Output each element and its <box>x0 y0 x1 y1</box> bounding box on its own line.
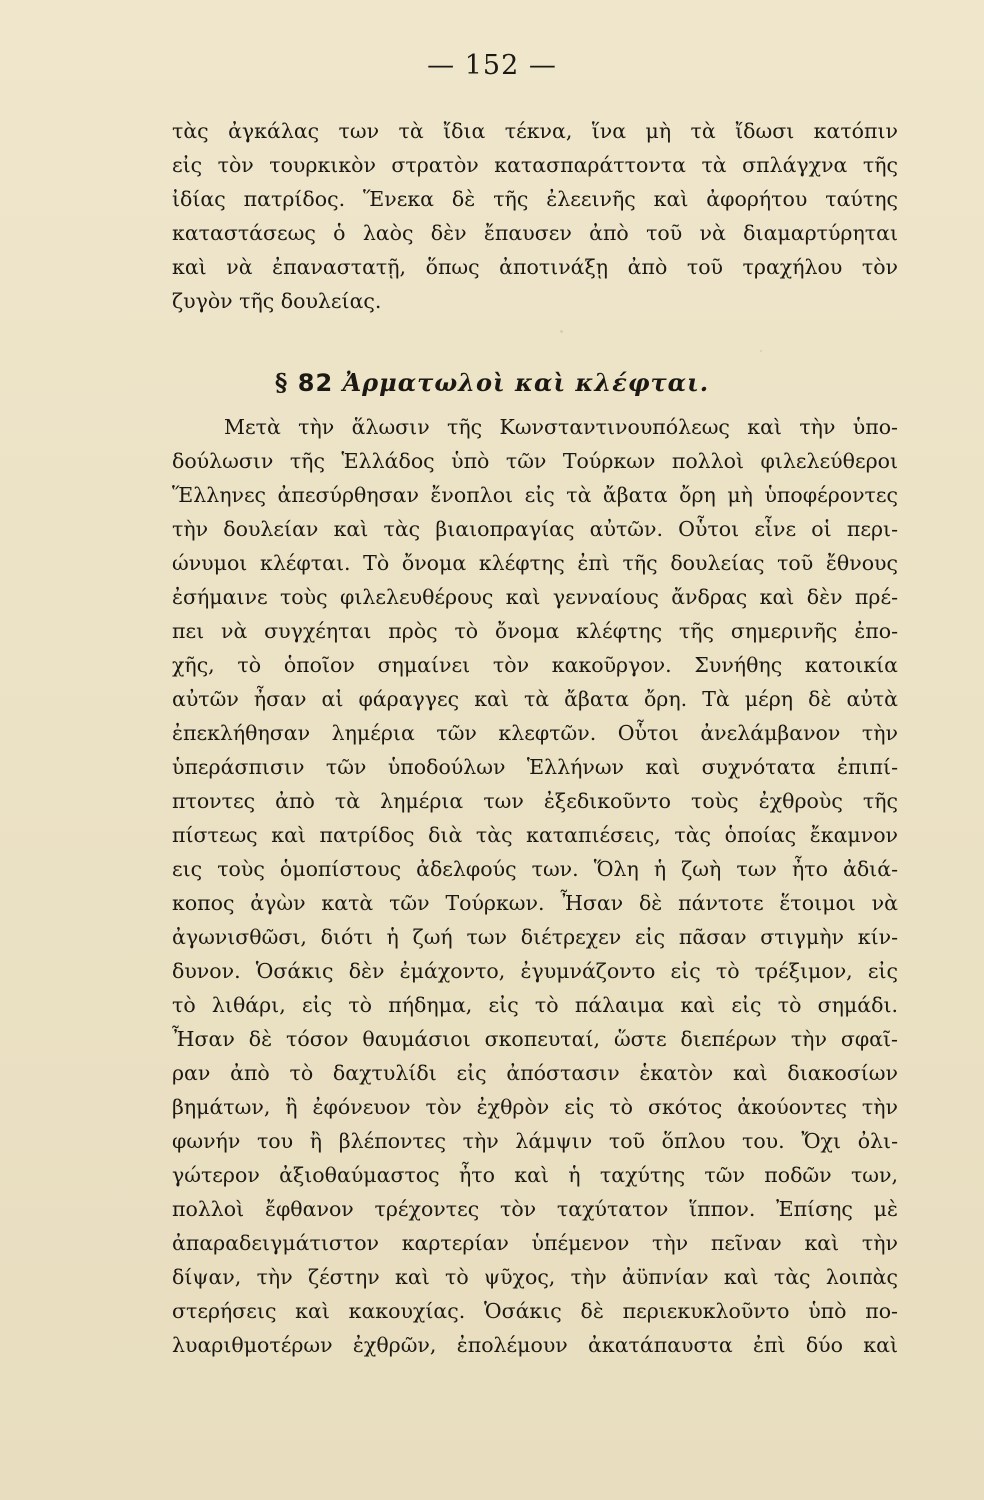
page-number: — 152 — <box>427 50 557 81</box>
text-line: Μετὰ τὴν ἅλωσιν τῆς Κωνσταντινουπόλεως καὶ τὴν ὑπο- <box>224 415 898 439</box>
text-line: ἐσήμαινε τοὺς φιλελευθέρους καὶ γενναίους ἄνδρας καὶ δὲν πρέ- <box>172 585 898 609</box>
text-line: τὸ λιθάρι, εἰς τὸ πήδημα, εἰς τὸ πάλαιμα καὶ εἰς τὸ σημάδι. <box>172 993 898 1017</box>
paragraph-1 <box>172 114 898 318</box>
section-title: Ἀρματωλοὶ καὶ κλέφται. <box>342 368 710 397</box>
text-line: αὐτῶν ἦσαν αἱ φάραγγες καὶ τὰ ἄβατα ὄρη. Τὰ μέρη δὲ αὐτὰ <box>172 687 898 711</box>
text-line: ὑπεράσπισιν τῶν ὑποδούλων Ἑλλήνων καὶ συχνότατα ἐπιπί- <box>172 755 898 779</box>
text-line: Ἕλληνες ἀπεσύρθησαν ἔνοπλοι εἰς τὰ ἄβατα ὄρη μὴ ὑποφέροντες <box>172 483 898 507</box>
text-line: δυνον. Ὁσάκις δὲν ἐμάχοντο, ἐγυμνάζοντο εἰς τὸ τρέξιμον, εἰς <box>172 959 898 983</box>
text-line: φωνήν του ἢ βλέποντες τὴν λάμψιν τοῦ ὅπλου του. Ὄχι ὀλι- <box>172 1129 898 1153</box>
text-line: δίψαν, τὴν ζέστην καὶ τὸ ψῦχος, τὴν ἀϋπνίαν καὶ τὰς λοιπὰς <box>172 1265 898 1289</box>
text-line: τὴν δουλείαν καὶ τὰς βιαιοπραγίας αὐτῶν. Οὗτοι εἶνε οἱ περι- <box>172 517 898 541</box>
text-line: εις τοὺς ὁμοπίστους ἀδελφούς των. Ὅλη ἡ ζωὴ των ἦτο ἀδιά- <box>172 857 898 881</box>
section-symbol: § <box>274 368 289 397</box>
text-line: τὰς ἀγκάλας των τὰ ἴδια τέκνα, ἵνα μὴ τὰ ἴδωσι κατόπιν <box>172 119 898 143</box>
text-line: κοπος ἀγὼν κατὰ τῶν Τούρκων. Ἦσαν δὲ πάντοτε ἕτοιμοι νὰ <box>172 891 898 915</box>
section-number: 82 <box>297 369 334 397</box>
text-line: ώνυμοι κλέφται. Τὸ ὄνομα κλέφτης ἐπὶ τῆς δουλείας τοῦ ἔθνους <box>172 551 898 575</box>
paper-speckle <box>760 350 762 352</box>
text-line: πτοντες ἀπὸ τὰ λημέρια των ἐξεδικοῦντο τοὺς ἐχθροὺς τῆς <box>172 789 898 813</box>
text-line: ἰδίας πατρίδος. Ἕνεκα δὲ τῆς ἐλεεινῆς καὶ ἀφορήτου ταύτης <box>172 187 898 211</box>
text-line: ἀπαραδειγμάτιστον καρτερίαν ὑπέμενον τὴν πεῖναν καὶ τὴν <box>172 1231 898 1255</box>
text-line: γώτερον ἀξιοθαύμαστος ἦτο καὶ ἡ ταχύτης τῶν ποδῶν των, <box>172 1163 898 1187</box>
text-line: πολλοὶ ἔφθανον τρέχοντες τὸν ταχύτατον ἵππον. Ἐπίσης μὲ <box>172 1197 898 1221</box>
text-line: λυαριθμοτέρων ἐχθρῶν, ἐπολέμουν ἀκατάπαυστα ἐπὶ δύο καὶ <box>172 1333 898 1357</box>
text-line: χῆς, τὸ ὁποῖον σημαίνει τὸν κακοῦργον. Συνήθης κατοικία <box>172 653 898 677</box>
text-line: εἰς τὸν τουρκικὸν στρατὸν κατασπαράττοντα τὰ σπλάγχνα τῆς <box>172 153 898 177</box>
text-line: ἀγωνισθῶσι, διότι ἡ ζωή των διέτρεχεν εἰς πᾶσαν στιγμὴν κίν- <box>172 925 898 949</box>
text-line: πίστεως καὶ πατρίδος διὰ τὰς καταπιέσεις, τὰς ὁποίας ἔκαμνον <box>172 823 898 847</box>
text-line: πει νὰ συγχέηται πρὸς τὸ ὄνομα κλέφτης τῆς σημερινῆς ἐπο- <box>172 619 898 643</box>
text-line: βημάτων, ἢ ἐφόνευον τὸν ἐχθρὸν εἰς τὸ σκότος ἀκούοντες τὴν <box>172 1095 898 1119</box>
text-line: καὶ νὰ ἐπαναστατῇ, ὅπως ἀποτινάξῃ ἀπὸ τοῦ τραχήλου τὸν <box>172 255 898 279</box>
paper-speckle <box>560 330 563 333</box>
text-line: καταστάσεως ὁ λαὸς δὲν ἔπαυσεν ἀπὸ τοῦ νὰ διαμαρτύρηται <box>172 221 898 245</box>
text-line: Ἦσαν δὲ τόσον θαυμάσιοι σκοπευταί, ὥστε διεπέρων τὴν σφαῖ- <box>172 1027 898 1051</box>
text-line: δούλωσιν τῆς Ἑλλάδος ὑπὸ τῶν Τούρκων πολλοὶ φιλελεύθεροι <box>172 449 898 473</box>
paragraph-2 <box>172 410 898 1362</box>
text-line: ραν ἀπὸ τὸ δαχτυλίδι εἰς ἀπόστασιν ἑκατὸν καὶ διακοσίων <box>172 1061 898 1085</box>
text-line: ἐπεκλήθησαν λημέρια τῶν κλεφτῶν. Οὗτοι ἀνελάμβανον τὴν <box>172 721 898 745</box>
section-heading <box>0 368 984 397</box>
text-line: στερήσεις καὶ κακουχίας. Ὁσάκις δὲ περιεκυκλοῦντο ὑπὸ πο- <box>172 1299 898 1323</box>
text-line: ζυγὸν τῆς δουλείας. <box>172 289 382 313</box>
